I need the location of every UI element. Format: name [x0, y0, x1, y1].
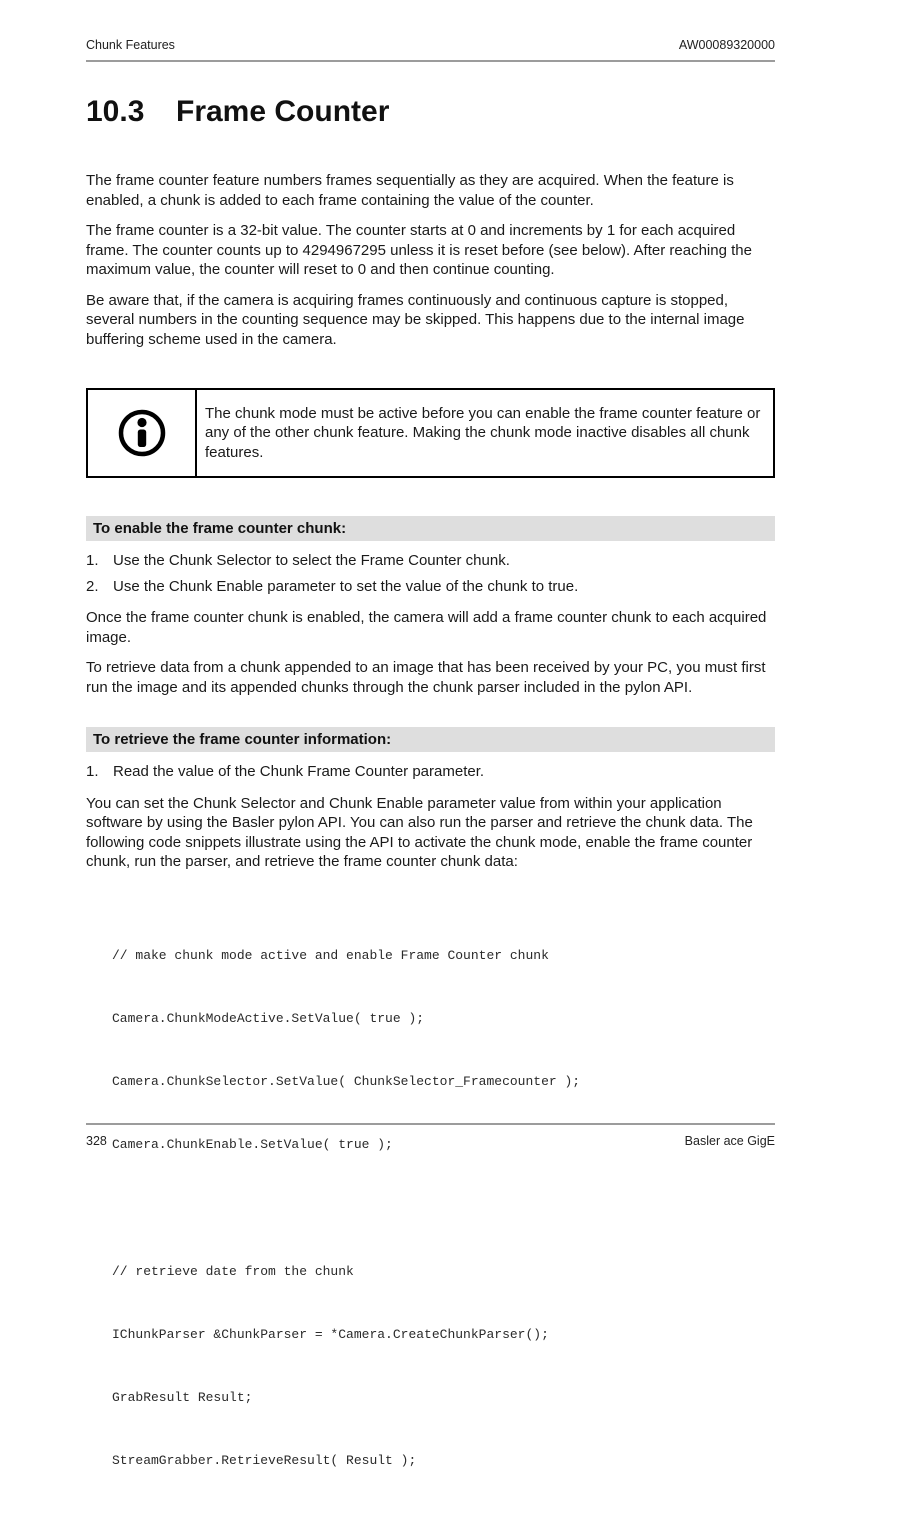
code-line: StreamGrabber.RetrieveResult( Result );: [112, 1452, 417, 1468]
code-block-enable: [112, 903, 775, 1197]
section-number: 10.3: [86, 95, 145, 128]
retrieve-steps: [86, 762, 775, 782]
code-line: GrabResult Result;: [112, 1389, 253, 1405]
enable-steps: [86, 551, 775, 596]
enable-paragraph-1: Once the frame counter chunk is enabled, the camera will add a frame counter chunk to each acquired image.: [86, 609, 767, 646]
intro-paragraph-1: The frame counter feature numbers frames sequentially as they are acquired. When the feature is enabled, a chunk is added to each frame containing the value of the counter.: [86, 172, 734, 209]
code-line: Camera.ChunkSelector.SetValue( ChunkSelector_Framecounter );: [112, 1073, 581, 1089]
note-icon-cell: [88, 390, 197, 476]
step-text: Read the value of the Chunk Frame Counter parameter.: [113, 763, 485, 780]
section-heading-enable: To enable the frame counter chunk:: [86, 516, 775, 541]
list-item: [86, 577, 775, 597]
step-number: 1.: [86, 763, 99, 780]
step-number: 2.: [86, 577, 99, 595]
section-heading-retrieve: To retrieve the frame counter information:: [86, 727, 775, 752]
code-line: // make chunk mode active and enable Frame Counter chunk: [112, 947, 549, 963]
page-number: 328: [86, 1134, 107, 1148]
code-line: Camera.ChunkEnable.SetValue( true );: [112, 1136, 393, 1152]
footer-right-text: Basler ace GigE: [684, 1134, 775, 1148]
section-title-text: Frame Counter: [176, 95, 390, 128]
list-item: [86, 551, 775, 571]
code-line: IChunkParser &ChunkParser = *Camera.CreateChunkParser();: [112, 1326, 549, 1342]
page-footer: [86, 1123, 775, 1148]
intro-paragraph-2: The frame counter is a 32-bit value. The counter starts at 0 and increments by 1 for each acquired frame. The counter counts up to 4294967295 unless it is reset before (see below). After reaching the maximum value, the counter will reset to 0 and then continue counting.: [86, 222, 752, 278]
enable-paragraph-2: To retrieve data from a chunk appended to an image that has been received by your PC, you must first run the image and its appended chunks through the chunk parser included in the pylon API.: [86, 659, 766, 696]
step-number: 1.: [86, 552, 99, 569]
note-text-cell: [197, 390, 773, 476]
section-title: [86, 95, 775, 129]
header-left-text: Chunk Features: [86, 38, 175, 52]
list-item: [86, 762, 775, 782]
step-text: Use the Chunk Selector to select the Frame Counter chunk.: [113, 552, 510, 569]
code-block-retrieve: [112, 1219, 775, 1513]
page-header: [86, 0, 775, 62]
header-right-doc-number: AW00089320000: [678, 38, 775, 52]
retrieve-paragraph-1: You can set the Chunk Selector and Chunk Enable parameter value from within your application software by using the Basler pylon API. You can also run the parser and retrieve the chunk data. The following code snippets illustrate using the API to activate the chunk mode, enable the frame counter chunk, run the parser, and retrieve the frame counter chunk data:: [86, 794, 753, 870]
note-box: [86, 388, 775, 478]
note-text: The chunk mode must be active before you can enable the frame counter feature or any of the other chunk feature. Making the chunk mode inactive disables all chunk features.: [205, 404, 761, 461]
code-line: Camera.ChunkModeActive.SetValue( true );: [112, 1010, 425, 1026]
code-line: // retrieve date from the chunk: [112, 1263, 354, 1279]
info-icon: [117, 408, 167, 458]
step-text: Use the Chunk Enable parameter to set the value of the chunk to true.: [113, 577, 579, 595]
intro-paragraph-3: Be aware that, if the camera is acquiring frames continuously and continuous capture is stopped, several numbers in the counting sequence may be skipped. This happens due to the internal image buffering scheme used in the camera.: [86, 291, 745, 348]
